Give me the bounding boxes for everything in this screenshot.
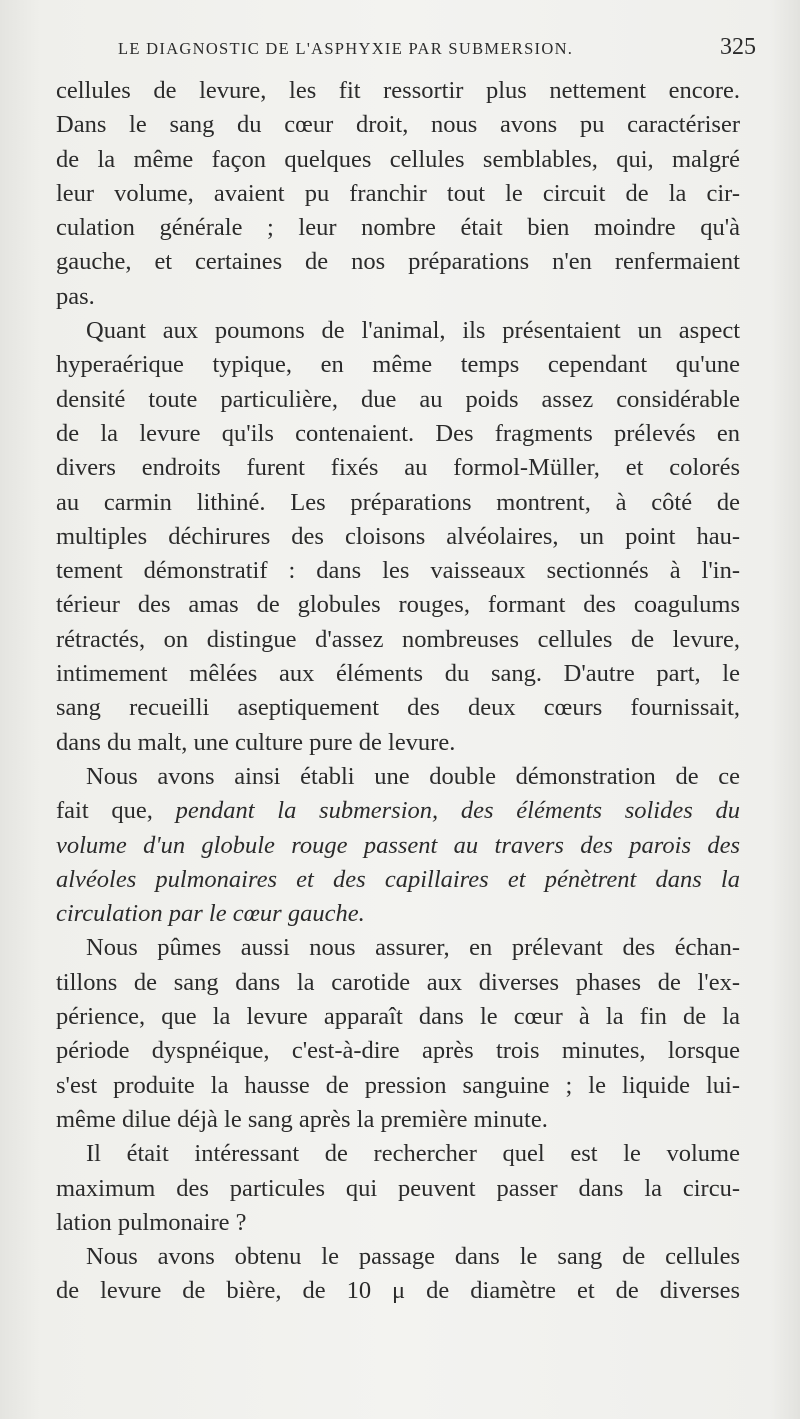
text-line: période dyspnéique, c'est-à-dire après trois minutes, lorsque — [56, 1037, 740, 1065]
text-line: au carmin lithiné. Les préparations montrent, à côté de — [56, 488, 740, 516]
paragraph — [56, 1137, 740, 1240]
text-line: lation pulmonaire ? — [56, 1208, 247, 1236]
page-header — [118, 34, 756, 64]
text-line: pas. — [56, 282, 95, 310]
text-line: Nous avons obtenu le passage dans le sang de cellules — [86, 1243, 740, 1271]
text-line: culation générale ; leur nombre était bien moindre qu'à — [56, 214, 740, 242]
text-line: térieur des amas de globules rouges, formant des coagulums — [56, 591, 740, 619]
paragraph — [56, 314, 740, 760]
text-line: dans du malt, une culture pure de levure. — [56, 728, 456, 756]
text-line: Quant aux poumons de l'animal, ils présentaient un aspect — [86, 317, 740, 345]
text-line: de la même façon quelques cellules semblables, qui, malgré — [56, 145, 740, 173]
text-line: même dilue déjà le sang après la première minute. — [56, 1105, 548, 1133]
text-line: tement démonstratif : dans les vaisseaux sectionnés à l'in- — [56, 557, 740, 585]
text-line: gauche, et certaines de nos préparations n'en renfermaient — [56, 248, 740, 276]
text-line: divers endroits furent fixés au formol-Müller, et colorés — [56, 454, 740, 482]
text-line: Il était intéressant de rechercher quel est le volume — [86, 1140, 740, 1168]
text-line: périence, que la levure apparaît dans le cœur à la fin de la — [56, 1003, 740, 1031]
text-line: s'est produite la hausse de pression sanguine ; le liquide lui- — [56, 1071, 740, 1099]
text-line: multiples déchirures des cloisons alvéolaires, un point hau- — [56, 522, 740, 550]
text-line: de la levure qu'ils contenaient. Des fragments prélevés en — [56, 419, 740, 447]
text-line: cellules de levure, les fit ressortir plus nettement encore. — [56, 77, 740, 104]
text-line: leur volume, avaient pu franchir tout le circuit de la cir- — [56, 179, 740, 207]
text-line: maximum des particules qui peuvent passer dans la circu- — [56, 1174, 740, 1202]
running-title: LE DIAGNOSTIC DE L'ASPHYXIE PAR SUBMERSION. — [118, 39, 574, 58]
page-number: 325 — [720, 34, 756, 60]
text-line: sang recueilli aseptiquement des deux cœurs fournissait, — [56, 694, 740, 722]
text-line: hyperaérique typique, en même temps cependant qu'une — [56, 351, 740, 379]
text-line: intimement mêlées aux éléments du sang. D'autre part, le — [56, 660, 740, 688]
text-line: Nous avons ainsi établi une double démonstration de ce — [86, 762, 740, 790]
paragraph — [56, 74, 740, 314]
text-line: alvéoles pulmonaires et des capillaires et pénètrent dans la — [56, 865, 740, 893]
text-line: Dans le sang du cœur droit, nous avons pu caractériser — [56, 111, 740, 139]
text-line: circulation par le cœur gauche. — [56, 900, 365, 928]
text-line: rétractés, on distingue d'assez nombreuses cellules de levure, — [56, 625, 740, 653]
text-line: volume d'un globule rouge passent au travers des parois des — [56, 831, 740, 859]
text-line: fait que, pendant la submersion, des éléments solides du — [56, 797, 740, 825]
paragraph — [56, 931, 740, 1137]
paragraph — [56, 1240, 740, 1309]
text-line: densité toute particulière, due au poids assez considérable — [56, 385, 740, 413]
text-line: Nous pûmes aussi nous assurer, en prélevant des échan- — [86, 934, 740, 962]
text-line: tillons de sang dans la carotide aux diverses phases de l'ex- — [56, 968, 740, 996]
paragraph — [56, 760, 740, 931]
body-text — [56, 74, 740, 1309]
text-line: de levure de bière, de 10 μ de diamètre et de diverses — [56, 1277, 740, 1305]
